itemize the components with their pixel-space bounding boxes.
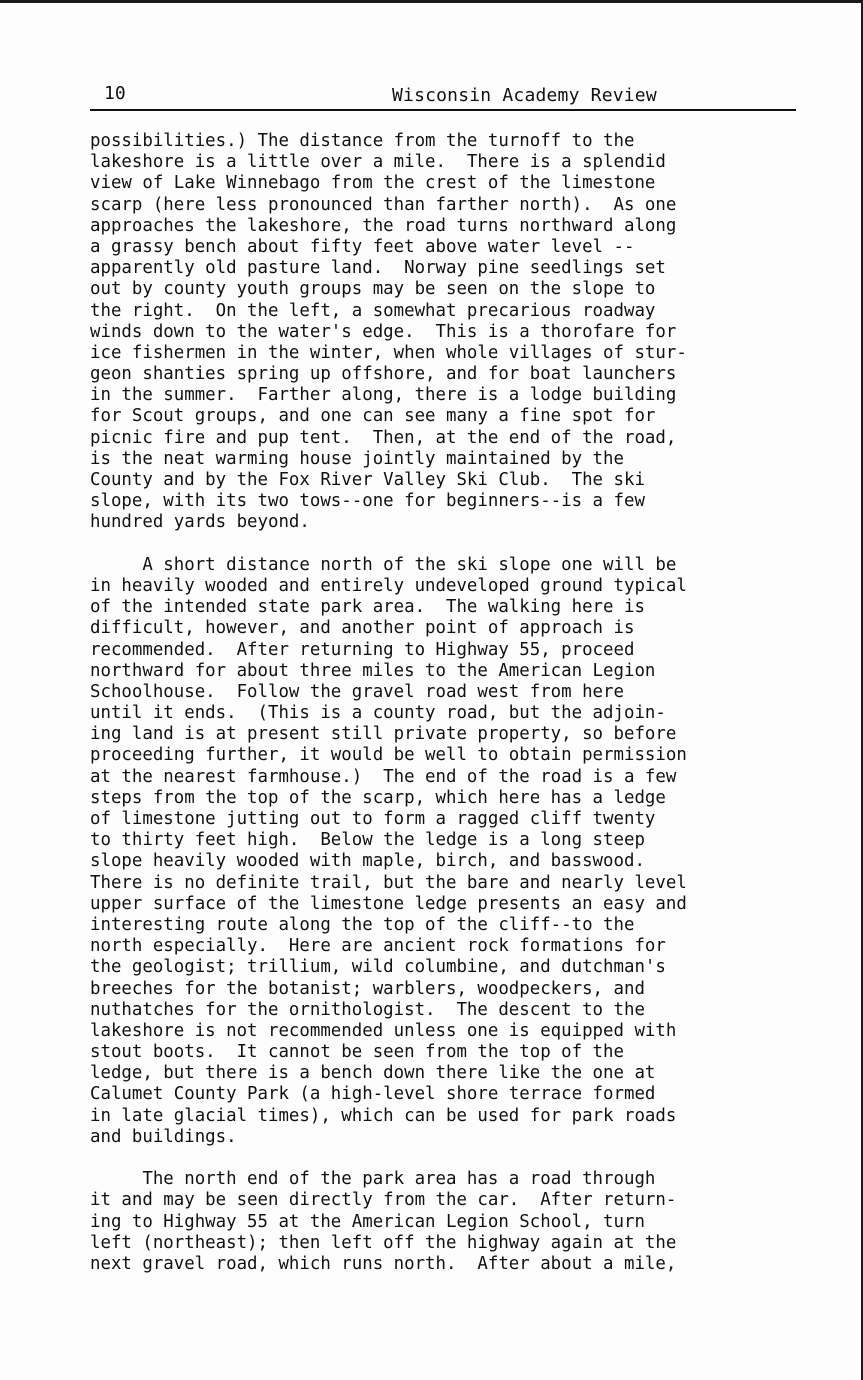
text-line: apparently old pasture land. Norway pine seedlings set xyxy=(90,258,666,279)
text-line: slope, with its two tows--one for beginners--is a few xyxy=(90,491,645,512)
paragraph-2 xyxy=(90,555,810,1148)
paragraph-spacer xyxy=(90,1148,810,1169)
text-line: north especially. Here are ancient rock formations for xyxy=(90,936,666,957)
text-line: steps from the top of the scarp, which here has a ledge xyxy=(90,787,666,808)
page-number: 10 xyxy=(104,83,126,104)
text-line: proceeding further, it would be well to obtain permission xyxy=(90,745,687,766)
text-line: Calumet County Park (a high-level shore terrace formed xyxy=(90,1084,656,1105)
text-line: lakeshore is a little over a mile. There is a splendid xyxy=(90,152,666,173)
text-line: breeches for the botanist; warblers, woodpeckers, and xyxy=(90,978,645,999)
text-line: ing land is at present still private property, so before xyxy=(90,724,677,745)
text-line: nuthatches for the ornithologist. The descent to the xyxy=(90,999,645,1020)
text-line: The north end of the park area has a road through xyxy=(90,1169,656,1190)
text-line: A short distance north of the ski slope one will be xyxy=(90,554,677,575)
text-line: upper surface of the limestone ledge presents an easy and xyxy=(90,893,687,914)
text-line: interesting route along the top of the cliff--to the xyxy=(90,914,635,935)
text-line: northward for about three miles to the American Legion xyxy=(90,660,656,681)
text-line: stout boots. It cannot be seen from the top of the xyxy=(90,1042,624,1063)
text-line: until it ends. (This is a county road, but the adjoin- xyxy=(90,703,666,724)
text-line: the geologist; trillium, wild columbine, and dutchman's xyxy=(90,957,666,978)
text-line: to thirty feet high. Below the ledge is a long steep xyxy=(90,830,645,851)
text-line: is the neat warming house jointly maintained by the xyxy=(90,448,624,469)
text-line: next gravel road, which runs north. After about a mile, xyxy=(90,1253,677,1274)
paragraph-spacer xyxy=(90,534,810,555)
text-line: of the intended state park area. The walking here is xyxy=(90,597,645,618)
text-line: in heavily wooded and entirely undeveloped ground typical xyxy=(90,575,687,596)
text-line: ice fishermen in the winter, when whole villages of stur- xyxy=(90,342,687,363)
text-line: possibilities.) The distance from the turnoff to the xyxy=(90,131,635,151)
text-line: for Scout groups, and one can see many a fine spot for xyxy=(90,406,656,427)
text-line: geon shanties spring up offshore, and for boat launchers xyxy=(90,364,677,385)
text-line: a grassy bench about fifty feet above water level -- xyxy=(90,236,635,257)
text-line: lakeshore is not recommended unless one is equipped with xyxy=(90,1020,677,1041)
text-line: recommended. After returning to Highway 55, proceed xyxy=(90,639,635,660)
text-line: approaches the lakeshore, the road turns northward along xyxy=(90,215,677,236)
text-line: picnic fire and pup tent. Then, at the end of the road, xyxy=(90,427,677,448)
text-line: ing to Highway 55 at the American Legion School, turn xyxy=(90,1211,645,1232)
text-line: in late glacial times), which can be used for park roads xyxy=(90,1105,677,1126)
text-line: in the summer. Farther along, there is a lodge building xyxy=(90,385,677,406)
text-line: out by county youth groups may be seen on the slope to xyxy=(90,279,656,300)
text-line: view of Lake Winnebago from the crest of the limestone xyxy=(90,173,656,194)
text-line: of limestone jutting out to form a ragged cliff twenty xyxy=(90,809,656,829)
paragraph-3 xyxy=(90,1169,810,1275)
article-body xyxy=(90,131,810,1275)
text-line: at the nearest farmhouse.) The end of the road is a few xyxy=(90,766,677,787)
text-line: County and by the Fox River Valley Ski Club. The ski xyxy=(90,470,645,490)
text-line: winds down to the water's edge. This is a thorofare for xyxy=(90,321,677,342)
text-line: the right. On the left, a somewhat precarious roadway xyxy=(90,300,656,321)
text-line: Schoolhouse. Follow the gravel road west from here xyxy=(90,681,624,702)
text-line: slope heavily wooded with maple, birch, and basswood. xyxy=(90,851,645,872)
text-line: and buildings. xyxy=(90,1126,237,1147)
text-line: hundred yards beyond. xyxy=(90,512,310,533)
text-line: There is no definite trail, but the bare and nearly level xyxy=(90,872,687,893)
paragraph-1 xyxy=(90,131,810,534)
text-line: scarp (here less pronounced than farther north). As one xyxy=(90,194,677,215)
page-header xyxy=(90,83,796,111)
text-line: left (northeast); then left off the highway again at the xyxy=(90,1232,677,1253)
text-line: ledge, but there is a bench down there like the one at xyxy=(90,1063,656,1084)
text-line: difficult, however, and another point of approach is xyxy=(90,618,635,639)
running-title: Wisconsin Academy Review xyxy=(392,85,657,106)
text-line: it and may be seen directly from the car. After return- xyxy=(90,1190,677,1211)
